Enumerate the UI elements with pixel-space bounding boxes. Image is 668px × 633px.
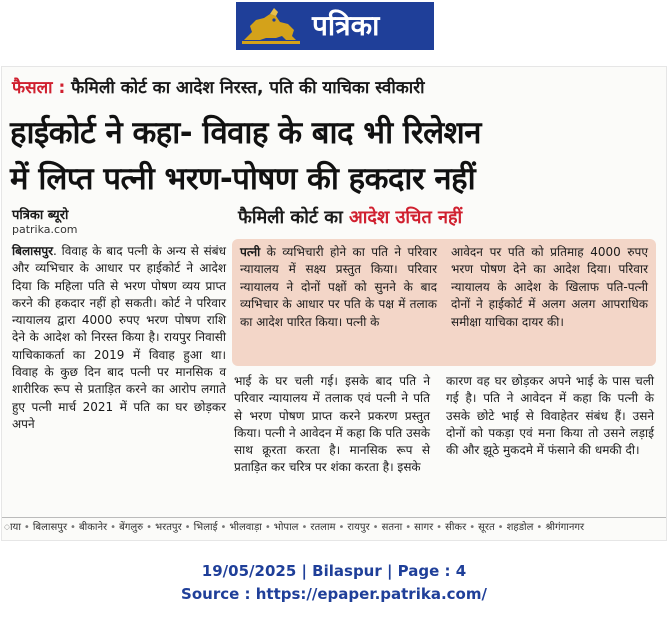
headline-line-1: हाईकोर्ट ने कहा- विवाह के बाद भी रिलेशन [10, 115, 481, 151]
city-edition-name: भोपाल [273, 522, 299, 533]
article-column-middle: भाई के घर चली गई। इसके बाद पति ने परिवार न्यायालय में तलाक एवं पत्नी ने पति से भरण पोषण प्राप्त करने प्रकरण प्रस्तुत किया। पत्नी ने आवेदन में कहा कि पति उसके साथ क्रूरता करता है। मानसिक रूप से प्रताड़ित कर चरित्र पर शंका करता है। इसके [234, 374, 430, 475]
city-separator: • [405, 522, 412, 533]
city-edition-name: श्रीगंगानगर [545, 522, 585, 533]
highlight-col1-body: के व्यभिचारी होने का पति ने परिवार न्यायालय में सक्ष्य प्रस्तुत किया। परिवार न्यायालय ने दोनों पक्षों को सुनने के बाद व्यभिचार के आधार पर पति के पक्ष में तलाक का आदेश पारित किया। पत्नी के [240, 245, 437, 329]
footer-date-line: 19/05/2025 | Bilaspur | Page : 4 [201, 562, 467, 580]
city-edition-name: शहडोल [506, 522, 534, 533]
city-edition-name: ाया [4, 522, 21, 533]
lion-emblem-icon [236, 2, 306, 50]
city-separator: • [184, 522, 191, 533]
highlight-lead-word: पत्नी [240, 245, 261, 259]
city-separator: • [536, 522, 543, 533]
city-edition-name: रतलाम [310, 522, 336, 533]
city-edition-name: भरतपुर [155, 522, 182, 533]
city-separator: • [110, 522, 117, 533]
byline-website: patrika.com [12, 223, 78, 236]
city-separator: • [301, 522, 308, 533]
city-edition-name: सतना [381, 522, 403, 533]
dateline-place: बिलासपुर [12, 244, 54, 258]
left-column-body: . विवाह के बाद पत्नी के अन्य से संबंध और व्यभिचार के आधार पर हाईकोर्ट ने आदेश दिया कि महिला पति से भरण पोषण व्यय प्राप्त करने की हकदार नहीं हो सकती। कोर्ट ने परिवार न्यायालय द्वारा 4000 रुपए भरण पोषण राशि देने के आदेश को निरस्त किया है। रायपुर निवासी याचिकाकर्ता का 2019 में विवाह हुआ था। विवाह के कुछ दिन बाद पत्नी पर मानसिक व शारीरिक रूप से प्रताड़ित करने का आरोप लगाते हुए पत्नी मार्च 2021 में पति का घर छोड़कर अपने [12, 244, 226, 431]
byline: पत्रिका ब्यूरो [12, 208, 69, 223]
city-separator: • [23, 522, 30, 533]
city-separator: • [70, 522, 76, 533]
article-kicker [12, 75, 425, 98]
city-separator: • [372, 522, 379, 533]
subheading-highlight: आदेश उचित नहीं [349, 207, 463, 228]
kicker-text: फैमिली कोर्ट का आदेश निरस्त, पति की याचिका स्वीकारी [71, 78, 425, 98]
city-edition-name: बीकानेर [78, 522, 108, 533]
city-edition-name: भीलवाड़ा [229, 522, 262, 533]
city-separator: • [146, 522, 153, 533]
city-edition-name: सीकर [445, 522, 467, 533]
footer-source-line: Source : https://epaper.patrika.com/ [181, 585, 487, 603]
city-edition-name: रायपुर [347, 522, 370, 533]
city-separator: • [436, 522, 443, 533]
headline-line-2: में लिप्त पत्नी भरण-पोषण की हकदार नहीं [10, 161, 476, 197]
city-separator: • [338, 522, 345, 533]
city-edition-name: भिलाई [193, 522, 218, 533]
highlight-box [232, 239, 656, 366]
kicker-label: फैसला : [12, 78, 66, 98]
city-edition-name: सागर [414, 522, 434, 533]
city-editions-strip [2, 517, 667, 537]
city-edition-name: सूरत [478, 522, 495, 533]
article-column-left [12, 243, 226, 501]
subheading-normal: फैमिली कोर्ट का [238, 207, 343, 228]
news-clipping [1, 66, 667, 541]
highlight-box-column-1 [240, 244, 437, 361]
highlight-box-column-2: आवेदन पर पति को प्रतिमाह 4000 रुपए भरण पोषण देने का आदेश दिया। परिवार न्यायालय के आदेश के खिलाफ पति-पत्नी दोनों ने हाईकोर्ट में अलग अलग आपराधिक समीक्षा याचिका दायर की। [451, 245, 648, 329]
article-column-right: कारण वह घर छोड़कर अपने भाई के पास चली गई है। पति ने आवेदन में कहा कि पत्नी के उसके छोटे भाई से विवाहेतर संबंध हैं। उसने दोनों को पकड़ा एवं मना किया तो उसने लड़ाई की और झूठे मुकदमे में फंसाने की धमकी दी। [446, 374, 654, 458]
city-edition-name: बेंगलुरु [119, 522, 144, 533]
city-separator: • [264, 522, 271, 533]
city-separator: • [469, 522, 476, 533]
city-separator: • [220, 522, 227, 533]
masthead-logo [236, 2, 434, 50]
brand-name: पत्रिका [312, 9, 380, 42]
city-edition-name: बिलासपुर [32, 522, 68, 533]
subheading [238, 205, 462, 229]
city-separator: • [497, 522, 504, 533]
